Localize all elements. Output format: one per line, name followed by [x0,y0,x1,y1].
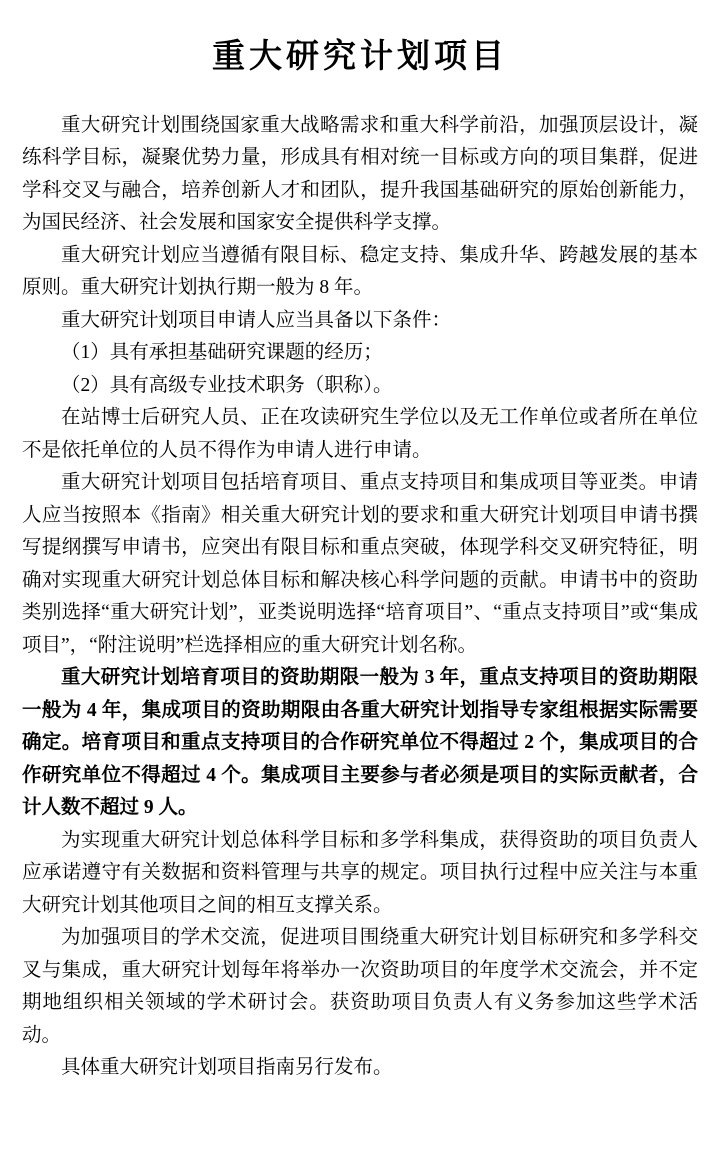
document-body [22,110,698,1085]
page-title: 重大研究计划项目 [212,36,508,75]
paragraph-subtypes: 重大研究计划项目包括培育项目、重点支持项目和集成项目等亚类。申请人应当按照本《指南》相关重大研究计划的要求和重大研究计划项目申请书撰写提纲撰写申请书，应突出有限目标和重点突破，体现学科交叉研究特征，明确对实现重大研究计划总体目标和解决核心科学问题的贡献。申请书中的资助类别选择“重大研究计划”，亚类说明选择“培育项目”、“重点支持项目”或“集成项目”，“附注说明”栏选择相应的重大研究计划名称。 [22,472,698,656]
paragraph-academic-exchange: 为加强项目的学术交流，促进项目围绕重大研究计划目标研究和多学科交叉与集成，重大研究计划每年将举办一次资助项目的年度学术交流会，并不定期地组织相关领域的学术研讨会。获资助项目负责人有义务参加这些学术活动。 [22,927,698,1046]
paragraph-ineligible: 在站博士后研究人员、正在攻读研究生学位以及无工作单位或者所在单位不是依托单位的人员不得作为申请人进行申请。 [22,407,698,461]
paragraph-funding-period: 重大研究计划培育项目的资助期限一般为 3 年，重点支持项目的资助期限一般为 4 年，集成项目的资助期限由各重大研究计划指导专家组根据实际需要确定。培育项目和重点支持项目的合作研究单位不得超过 2 个，集成项目的合作研究单位不得超过 4 个。集成项目主要参与者必须是项目的实际贡献者，合计人数不超过 9 人。 [22,667,698,819]
paragraph-guide-release: 具体重大研究计划项目指南另行发布。 [61,1057,393,1079]
paragraph-principle: 重大研究计划应当遵循有限目标、稳定支持、集成升华、跨越发展的基本原则。重大研究计划执行期一般为 8 年。 [22,244,698,299]
paragraph-overview: 重大研究计划围绕国家重大战略需求和重大科学前沿，加强顶层设计，凝练科学目标，凝聚优势力量，形成具有相对统一目标或方向的项目集群，促进学科交叉与融合，培养创新人才和团队，提升我国基础研究的原始创新能力，为国民经济、社会发展和国家安全提供科学支撑。 [22,114,698,234]
paragraph-condition-2: （2）具有高级专业技术职务（职称）。 [61,374,393,396]
paragraph-data-sharing: 为实现重大研究计划总体科学目标和多学科集成，获得资助的项目负责人应承诺遵守有关数据和资料管理与共享的规定。项目执行过程中应关注与本重大研究计划其他项目之间的相互支撑关系。 [22,829,698,916]
paragraph-applicant-conditions: 重大研究计划项目申请人应当具备以下条件： [61,309,452,331]
paragraph-condition-1: （1）具有承担基础研究课题的经历； [61,342,383,364]
